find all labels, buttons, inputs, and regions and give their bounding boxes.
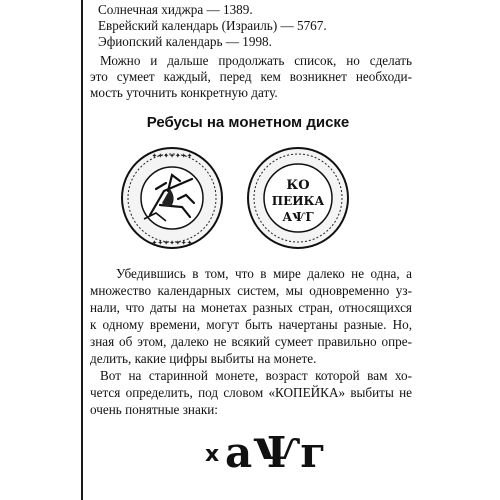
coin-text-line: КО — [286, 178, 310, 193]
paragraph-line: это сумеет каждый, перед кем возникнет необходи- — [90, 69, 412, 84]
svg-text:✦✦✦✦✦✦✦: ✦✦✦✦✦✦✦ — [151, 152, 193, 160]
paragraph-line: к одному времени, могут быть начертаны разные. Но, — [90, 317, 412, 332]
coin-text-line: АѰГ — [282, 210, 314, 224]
date-glyphs: аѰг — [225, 428, 327, 477]
paragraph-line: множество календарных систем, мы одновременно уз- — [90, 283, 412, 298]
calendar-item: Солнечная хиджра — 1389. — [98, 2, 253, 17]
paragraph-line: Вот на старинной монете, возраст которой вам хо- — [100, 368, 412, 383]
date-prefix: х — [205, 442, 220, 467]
coin-illustration — [120, 145, 360, 255]
paragraph-line: Можно и дальше продолжать список, но сделать — [100, 53, 412, 68]
coin-reverse — [248, 148, 348, 248]
coin-obverse — [122, 148, 222, 248]
svg-text:✦✦✦✦✦✦✦: ✦✦✦✦✦✦✦ — [151, 239, 193, 247]
paragraph-line: мость уточнить конкретную дату. — [90, 85, 278, 100]
paragraph-line: нали, что даты на монетах разных стран, относящихся — [90, 300, 412, 315]
paragraph-line: чется определить, под словом «КОПЕЙКА» выбиты не — [90, 385, 412, 400]
paragraph-line: Убедившись в том, что в мире далеко не одна, а — [116, 266, 412, 281]
paragraph-line: зная об этом, далеко не всякий сумеет правильно опре- — [90, 334, 412, 349]
paragraph-line: очень понятные знаки: — [90, 402, 218, 417]
paragraph-line: делить, какие цифры выбиты на монете. — [90, 351, 317, 366]
margin-rule — [81, 0, 83, 500]
calendar-item: Еврейский календарь (Израиль) — 5767. — [98, 18, 327, 33]
section-title: Ребусы на монетном диске — [146, 114, 350, 131]
calendar-item: Эфиопский календарь — 1998. — [98, 34, 272, 49]
coin-text-line: ПЕИКА — [271, 194, 325, 208]
